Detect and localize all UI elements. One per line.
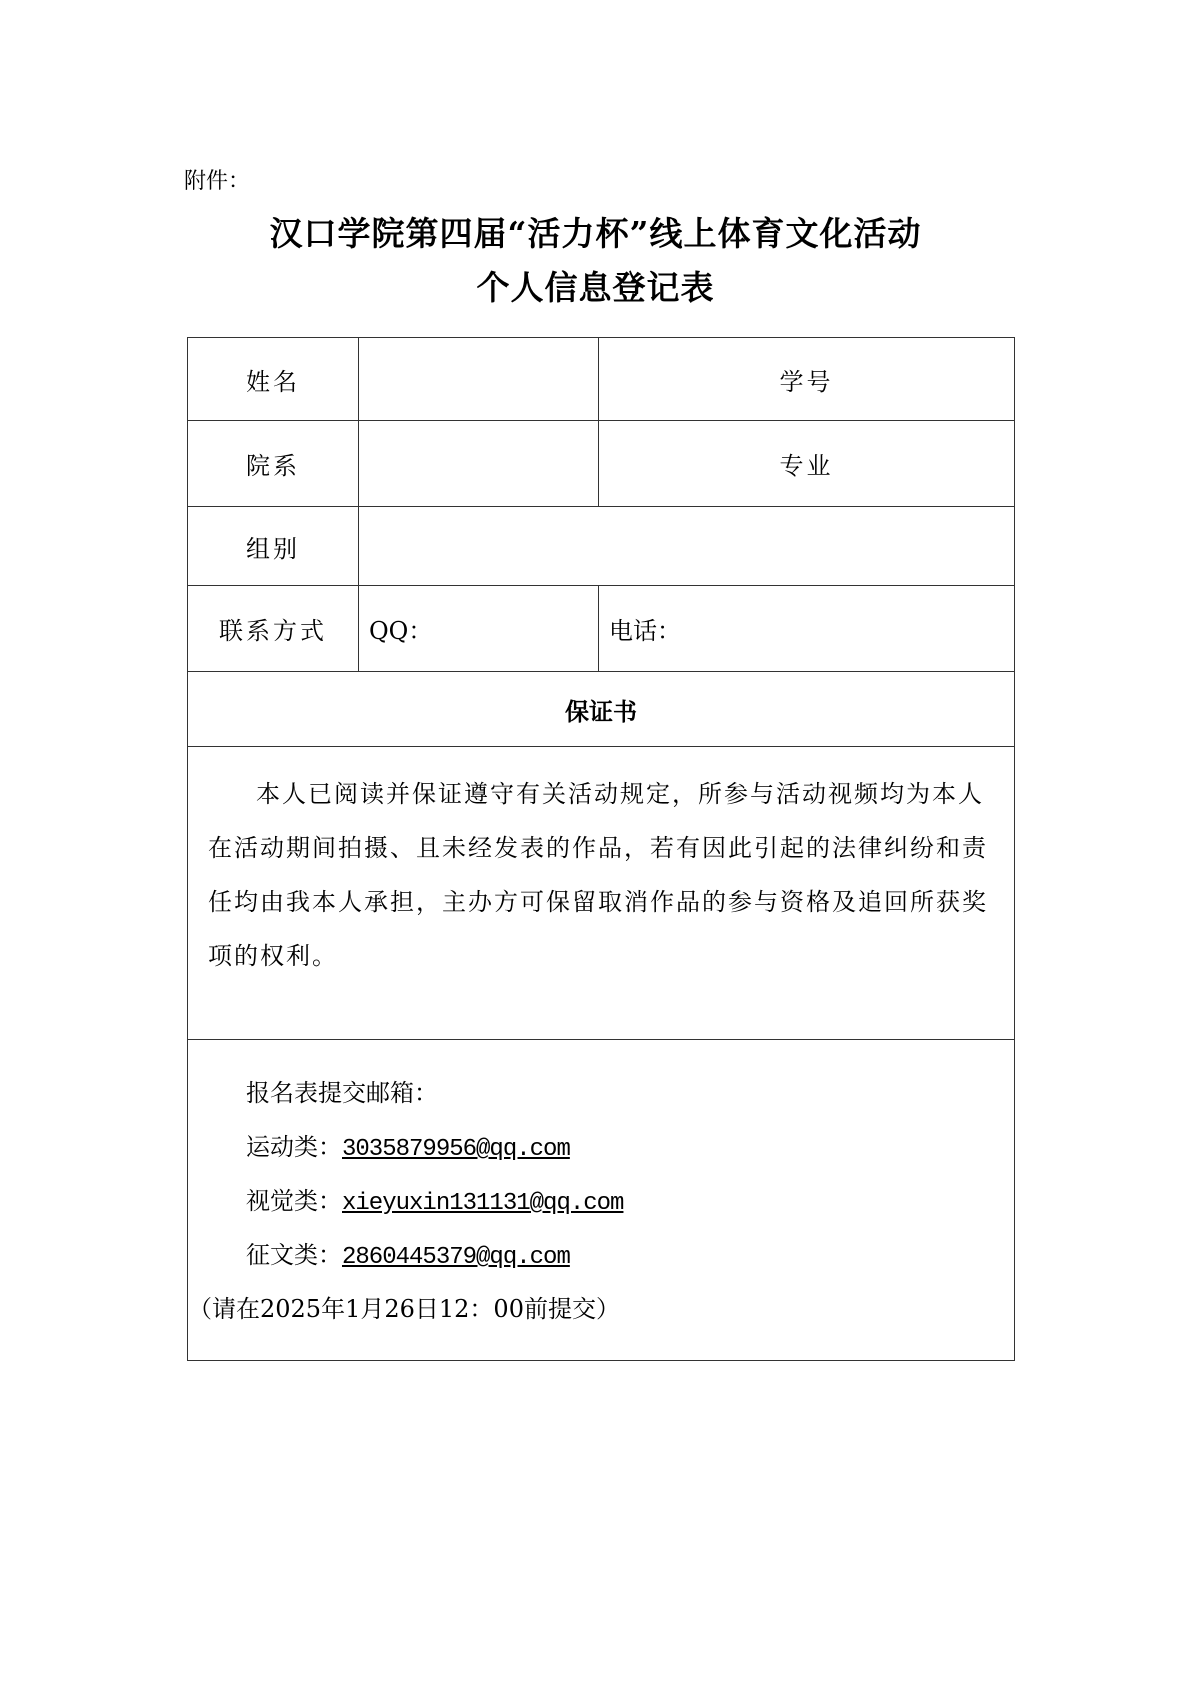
name-field[interactable] bbox=[359, 338, 599, 421]
name-label: 姓名 bbox=[188, 338, 359, 421]
email-link[interactable]: xieyuxin131131@qq.com bbox=[342, 1190, 624, 1217]
submission-item bbox=[188, 1120, 1014, 1174]
major-label: 专业 bbox=[599, 421, 1015, 507]
department-label: 院系 bbox=[188, 421, 359, 507]
email-link[interactable]: 3035879956@qq.com bbox=[342, 1136, 570, 1163]
pledge-heading: 保证书 bbox=[188, 672, 1015, 747]
category-label: 运动类： bbox=[246, 1133, 342, 1161]
submission-info bbox=[188, 1040, 1015, 1361]
submission-heading: 报名表提交邮箱： bbox=[246, 1079, 438, 1107]
group-label: 组别 bbox=[188, 507, 359, 586]
phone-field[interactable]: 电话： bbox=[599, 586, 1015, 672]
attachment-label: 附件： bbox=[184, 169, 251, 194]
student-id-label: 学号 bbox=[599, 338, 1015, 421]
submission-item bbox=[188, 1228, 1014, 1282]
category-label: 视觉类： bbox=[246, 1187, 342, 1215]
registration-form-table bbox=[187, 337, 1015, 1361]
qq-field[interactable]: QQ： bbox=[359, 586, 599, 672]
category-label: 征文类： bbox=[246, 1241, 342, 1269]
deadline-note: （请在2025年1月26日12：00前提交） bbox=[188, 1295, 620, 1323]
submission-item bbox=[188, 1174, 1014, 1228]
title-line-2: 个人信息登记表 bbox=[476, 268, 715, 307]
department-field[interactable] bbox=[359, 421, 599, 507]
contact-label: 联系方式 bbox=[188, 586, 359, 672]
pledge-text: 本人已阅读并保证遵守有关活动规定，所参与活动视频均为本人在活动期间拍摄、且未经发表的作品，若有因此引起的法律纠纷和责任均由我本人承担，主办方可保留取消作品的参与资格及追回所获奖项的权利。 bbox=[188, 747, 1015, 1040]
email-link[interactable]: 2860445379@qq.com bbox=[342, 1244, 570, 1271]
group-field[interactable] bbox=[359, 507, 1015, 586]
title-line-1: 汉口学院第四届“活力杯”线上体育文化活动 bbox=[269, 214, 922, 253]
